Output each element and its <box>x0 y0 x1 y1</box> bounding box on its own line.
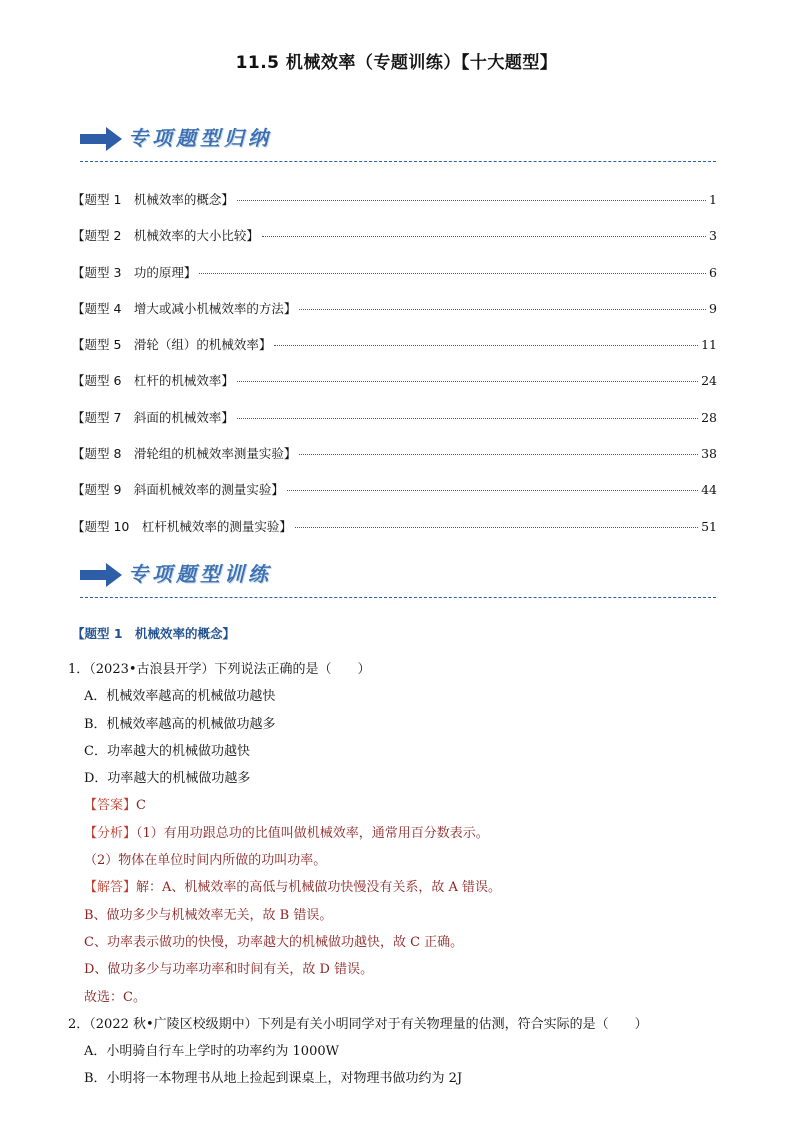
toc-row[interactable] <box>72 226 717 262</box>
solution-tag: 【解答】 <box>84 880 137 896</box>
section-banner-summary <box>80 122 716 162</box>
option: A．小明骑自行车上学时的功率约为 1000W <box>84 1044 339 1060</box>
analysis-line <box>68 820 728 847</box>
conclusion-text: 故选：C。 <box>84 989 146 1005</box>
toc-label: 【题型 1 机械效率的概念】 <box>72 192 234 207</box>
toc-label: 【题型 8 滑轮组的机械效率测量实验】 <box>72 446 297 462</box>
questions <box>68 656 728 1093</box>
banner-divider <box>80 597 716 598</box>
toc-label: 【题型 7 斜面的机械效率】 <box>72 409 234 425</box>
toc-leader <box>199 273 706 274</box>
answer-tag: 【答案】 <box>84 798 137 814</box>
solution-line <box>68 874 728 901</box>
option: B．机械效率越高的机械做功越多 <box>84 716 276 732</box>
section-heading: 【题型 1 机械效率的概念】 <box>72 626 236 641</box>
page-title: 11.5 机械效率（专题训练）【十大题型】 <box>235 53 558 73</box>
toc-row[interactable] <box>72 190 717 226</box>
question-stem: 2．（2022 秋•广陵区校级期中）下列是有关小明同学对于有关物理量的估测，符合实际的是（ ） <box>68 1016 648 1032</box>
toc-leader <box>237 200 706 201</box>
solution-line <box>68 956 728 983</box>
toc-page: 28 <box>701 409 717 425</box>
toc-page: 1 <box>709 192 717 207</box>
toc-row[interactable] <box>72 299 717 335</box>
toc-label: 【题型 4 增大或减小机械效率的方法】 <box>72 300 297 316</box>
toc-leader <box>299 309 706 310</box>
analysis-tag: 【分析】 <box>84 825 137 841</box>
solution-text: 解：A、机械效率的高低与机械做功快慢没有关系，故 A 错误。 <box>136 880 502 896</box>
toc-page: 9 <box>709 300 717 316</box>
analysis-text: （2）物体在单位时间内所做的功叫功率。 <box>84 853 327 869</box>
toc-label: 【题型 5 滑轮（组）的机械效率】 <box>72 337 272 353</box>
arrow-right-icon <box>80 126 124 152</box>
toc-page: 24 <box>701 373 717 389</box>
toc-leader <box>295 527 698 528</box>
toc-row[interactable] <box>72 480 717 516</box>
toc-label: 【题型 6 杠杆的机械效率】 <box>72 373 234 389</box>
toc-label: 【题型 3 功的原理】 <box>72 264 197 280</box>
table-of-contents <box>72 190 717 553</box>
toc-leader <box>299 454 698 455</box>
banner-title: 专项题型归纳 <box>128 126 272 150</box>
toc-row[interactable] <box>72 408 717 444</box>
toc-leader <box>237 418 698 419</box>
toc-page: 51 <box>701 518 717 534</box>
analysis-line <box>68 847 728 874</box>
solution-line <box>68 929 728 956</box>
solution-line <box>68 902 728 929</box>
toc-label: 【题型 10 杠杆机械效率的测量实验】 <box>72 518 292 534</box>
option: D．功率越大的机械做功越多 <box>84 771 251 787</box>
section-banner-training <box>80 558 716 598</box>
answer-value: C <box>136 798 146 814</box>
option: B．小明将一本物理书从地上捡起到课桌上，对物理书做功约为 2J <box>84 1071 463 1087</box>
arrow-right-icon <box>80 562 124 588</box>
toc-page: 3 <box>709 228 717 244</box>
toc-leader <box>262 236 706 237</box>
toc-row[interactable] <box>72 444 717 480</box>
toc-leader <box>237 381 698 382</box>
solution-text: B、做功多少与机械效率无关，故 B 错误。 <box>84 907 333 923</box>
toc-row[interactable] <box>72 517 717 553</box>
toc-row[interactable] <box>72 335 717 371</box>
toc-leader <box>274 345 698 346</box>
conclusion-line <box>68 984 728 1011</box>
solution-text: D、做功多少与功率功率和时间有关，故 D 错误。 <box>84 962 374 978</box>
option: A．机械效率越高的机械做功越快 <box>84 689 276 705</box>
toc-page: 38 <box>701 446 717 462</box>
toc-label: 【题型 9 斜面机械效率的测量实验】 <box>72 482 284 498</box>
option: C．功率越大的机械做功越快 <box>84 743 250 759</box>
question-stem: 1．（2023•古浪县开学）下列说法正确的是（ ） <box>68 662 371 677</box>
toc-label: 【题型 2 机械效率的大小比较】 <box>72 228 259 244</box>
toc-page: 44 <box>701 482 717 498</box>
banner-title: 专项题型训练 <box>128 562 272 586</box>
toc-row[interactable] <box>72 371 717 407</box>
analysis-text: （1）有用功跟总功的比值叫做机械效率，通常用百分数表示。 <box>136 825 489 841</box>
banner-divider <box>80 161 716 162</box>
answer-line <box>68 792 728 819</box>
toc-page: 6 <box>709 264 717 280</box>
solution-text: C、功率表示做功的快慢，功率越大的机械做功越快，故 C 正确。 <box>84 934 464 950</box>
toc-page: 11 <box>701 337 717 353</box>
toc-leader <box>287 490 698 491</box>
toc-row[interactable] <box>72 263 717 299</box>
